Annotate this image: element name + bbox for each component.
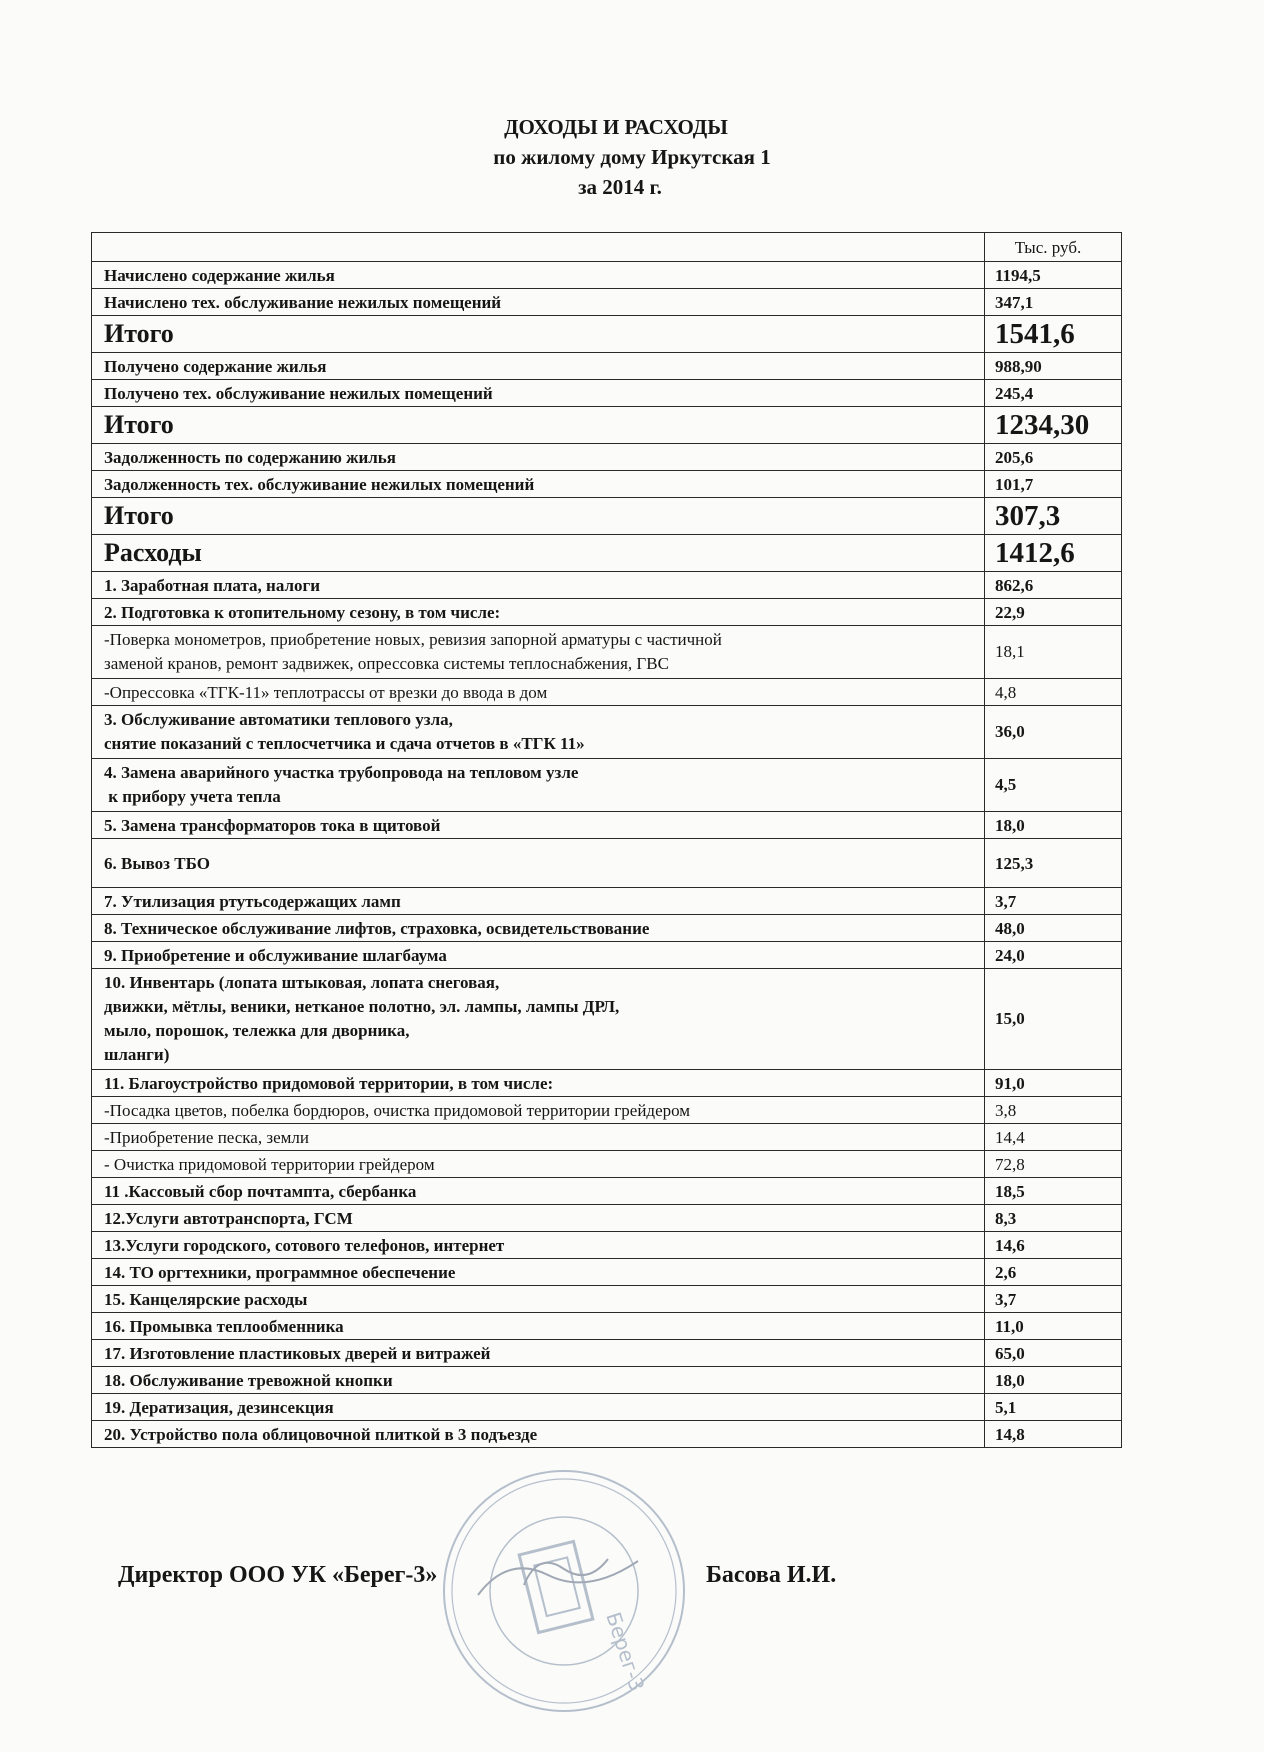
- row-label: -Посадка цветов, побелка бордюров, очистка придомовой территории грейдером: [92, 1097, 985, 1124]
- total-row: [92, 407, 1122, 444]
- row-value: 36,0: [985, 706, 1122, 759]
- row-label: 13.Услуги городского, сотового телефонов, интернет: [92, 1232, 985, 1259]
- row-value: 8,3: [985, 1205, 1122, 1232]
- signature-row: [118, 1562, 1118, 1598]
- document-title: ДОХОДЫ И РАСХОДЫ: [504, 115, 728, 139]
- row-label: 5. Замена трансформаторов тока в щитовой: [92, 812, 985, 839]
- table-subrow: [92, 1097, 1122, 1124]
- row-value: 18,1: [985, 626, 1122, 679]
- row-value: 18,0: [985, 812, 1122, 839]
- total-row: [92, 498, 1122, 535]
- table-row: [92, 599, 1122, 626]
- signer-name: Басова И.И.: [706, 1562, 837, 1588]
- row-label: Задолженность тех. обслуживание нежилых помещений: [92, 471, 985, 498]
- row-label: 6. Вывоз ТБО: [92, 839, 985, 888]
- row-value: 2,6: [985, 1259, 1122, 1286]
- stamp-text: Берег-3: [601, 1609, 650, 1695]
- table-header-row: [92, 233, 1122, 262]
- table-row: [92, 1259, 1122, 1286]
- row-label: 14. ТО оргтехники, программное обеспечение: [92, 1259, 985, 1286]
- row-label: Задолженность по содержанию жилья: [92, 444, 985, 471]
- table-row: [92, 262, 1122, 289]
- total-row: [92, 316, 1122, 353]
- row-value: 3,8: [985, 1097, 1122, 1124]
- table-row: [92, 1232, 1122, 1259]
- row-value: 11,0: [985, 1313, 1122, 1340]
- table-row: [92, 289, 1122, 316]
- table-subrow: [92, 626, 1122, 679]
- row-value: 14,4: [985, 1124, 1122, 1151]
- row-label: 17. Изготовление пластиковых дверей и витражей: [92, 1340, 985, 1367]
- table-row: [92, 1178, 1122, 1205]
- row-label: 2. Подготовка к отопительному сезону, в том числе:: [92, 599, 985, 626]
- row-value: 4,8: [985, 679, 1122, 706]
- table-row: [92, 353, 1122, 380]
- row-label: 8. Техническое обслуживание лифтов, страховка, освидетельствование: [92, 915, 985, 942]
- row-label: 7. Утилизация ртутьсодержащих ламп: [92, 888, 985, 915]
- table-subrow: [92, 1151, 1122, 1178]
- row-value: 205,6: [985, 444, 1122, 471]
- unit-header: Тыс. руб.: [985, 233, 1122, 262]
- table-subrow: [92, 1124, 1122, 1151]
- row-value: 988,90: [985, 353, 1122, 380]
- row-value: 24,0: [985, 942, 1122, 969]
- row-label: 15. Канцелярские расходы: [92, 1286, 985, 1313]
- row-value: 1194,5: [985, 262, 1122, 289]
- table-row: [92, 1286, 1122, 1313]
- row-label: Итого: [92, 498, 985, 535]
- row-value: 72,8: [985, 1151, 1122, 1178]
- row-label: Итого: [92, 316, 985, 353]
- row-label: 11. Благоустройство придомовой территории, в том числе:: [92, 1070, 985, 1097]
- row-value: 1412,6: [985, 535, 1122, 572]
- row-label: 20. Устройство пола облицовочной плиткой в 3 подъезде: [92, 1421, 985, 1448]
- row-value: 1541,6: [985, 316, 1122, 353]
- row-label: Начислено тех. обслуживание нежилых помещений: [92, 289, 985, 316]
- row-label: 4. Замена аварийного участка трубопровода на тепловом узле к прибору учета тепла: [92, 759, 985, 812]
- row-label: Получено содержание жилья: [92, 353, 985, 380]
- row-value: 3,7: [985, 1286, 1122, 1313]
- row-label: 16. Промывка теплообменника: [92, 1313, 985, 1340]
- table-row: [92, 1070, 1122, 1097]
- income-expense-table: [91, 232, 1122, 1448]
- row-value: 91,0: [985, 1070, 1122, 1097]
- row-value: 101,7: [985, 471, 1122, 498]
- row-label: 3. Обслуживание автоматики теплового узла, снятие показаний с теплосчетчика и сдача отчетов в «ТГК 11»: [92, 706, 985, 759]
- row-label: 10. Инвентарь (лопата штыковая, лопата снеговая, движки, мётлы, веники, нетканое полотно, эл. лампы, лампы ДРЛ, мыло, порошок, тележка для дворника, шланги): [92, 969, 985, 1070]
- document-period: за 2014 г.: [578, 175, 662, 199]
- row-label: Расходы: [92, 535, 985, 572]
- table-row: [92, 888, 1122, 915]
- row-value: 18,0: [985, 1367, 1122, 1394]
- table-row: [92, 1340, 1122, 1367]
- row-label: Итого: [92, 407, 985, 444]
- table-row: [92, 759, 1122, 812]
- row-label: -Поверка монометров, приобретение новых, ревизия запорной арматуры с частичной заменой кранов, ремонт задвижек, опрессовка системы теплоснабжения, ГВС: [92, 626, 985, 679]
- row-value: 1234,30: [985, 407, 1122, 444]
- row-label: Начислено содержание жилья: [92, 262, 985, 289]
- row-label: - Очистка придомовой территории грейдером: [92, 1151, 985, 1178]
- row-value: 307,3: [985, 498, 1122, 535]
- row-value: 65,0: [985, 1340, 1122, 1367]
- table-row: [92, 1394, 1122, 1421]
- row-value: 347,1: [985, 289, 1122, 316]
- row-value: 48,0: [985, 915, 1122, 942]
- table-subrow: [92, 679, 1122, 706]
- row-value: 14,6: [985, 1232, 1122, 1259]
- table-row: [92, 706, 1122, 759]
- row-value: 15,0: [985, 969, 1122, 1070]
- expenses-total-row: [92, 535, 1122, 572]
- table-row: [92, 812, 1122, 839]
- document-title-block: [0, 112, 1264, 202]
- table-row: [92, 444, 1122, 471]
- table-row: [92, 1313, 1122, 1340]
- table-row: [92, 572, 1122, 599]
- row-value: 3,7: [985, 888, 1122, 915]
- row-value: 125,3: [985, 839, 1122, 888]
- table-row: [92, 1421, 1122, 1448]
- row-label: 19. Дератизация, дезинсекция: [92, 1394, 985, 1421]
- table-row: [92, 969, 1122, 1070]
- header-label-cell: [92, 233, 985, 262]
- table-row: [92, 942, 1122, 969]
- row-value: 22,9: [985, 599, 1122, 626]
- row-value: 14,8: [985, 1421, 1122, 1448]
- row-label: 18. Обслуживание тревожной кнопки: [92, 1367, 985, 1394]
- row-label: Получено тех. обслуживание нежилых помещений: [92, 380, 985, 407]
- row-label: 12.Услуги автотранспорта, ГСМ: [92, 1205, 985, 1232]
- director-title: Директор ООО УК «Берег-3»: [118, 1562, 438, 1588]
- table-row: [92, 1367, 1122, 1394]
- table-row: [92, 380, 1122, 407]
- table-row: [92, 471, 1122, 498]
- row-value: 245,4: [985, 380, 1122, 407]
- row-value: 862,6: [985, 572, 1122, 599]
- row-label: 1. Заработная плата, налоги: [92, 572, 985, 599]
- table-row: [92, 1205, 1122, 1232]
- table-row: [92, 915, 1122, 942]
- row-label: -Опрессовка «ТГК-11» теплотрассы от врезки до ввода в дом: [92, 679, 985, 706]
- document-subtitle: по жилому дому Иркутская 1: [493, 145, 771, 169]
- row-label: 9. Приобретение и обслуживание шлагбаума: [92, 942, 985, 969]
- table-row: [92, 839, 1122, 888]
- row-label: -Приобретение песка, земли: [92, 1124, 985, 1151]
- row-label: 11 .Кассовый сбор почтампта, сбербанка: [92, 1178, 985, 1205]
- row-value: 18,5: [985, 1178, 1122, 1205]
- row-value: 4,5: [985, 759, 1122, 812]
- row-value: 5,1: [985, 1394, 1122, 1421]
